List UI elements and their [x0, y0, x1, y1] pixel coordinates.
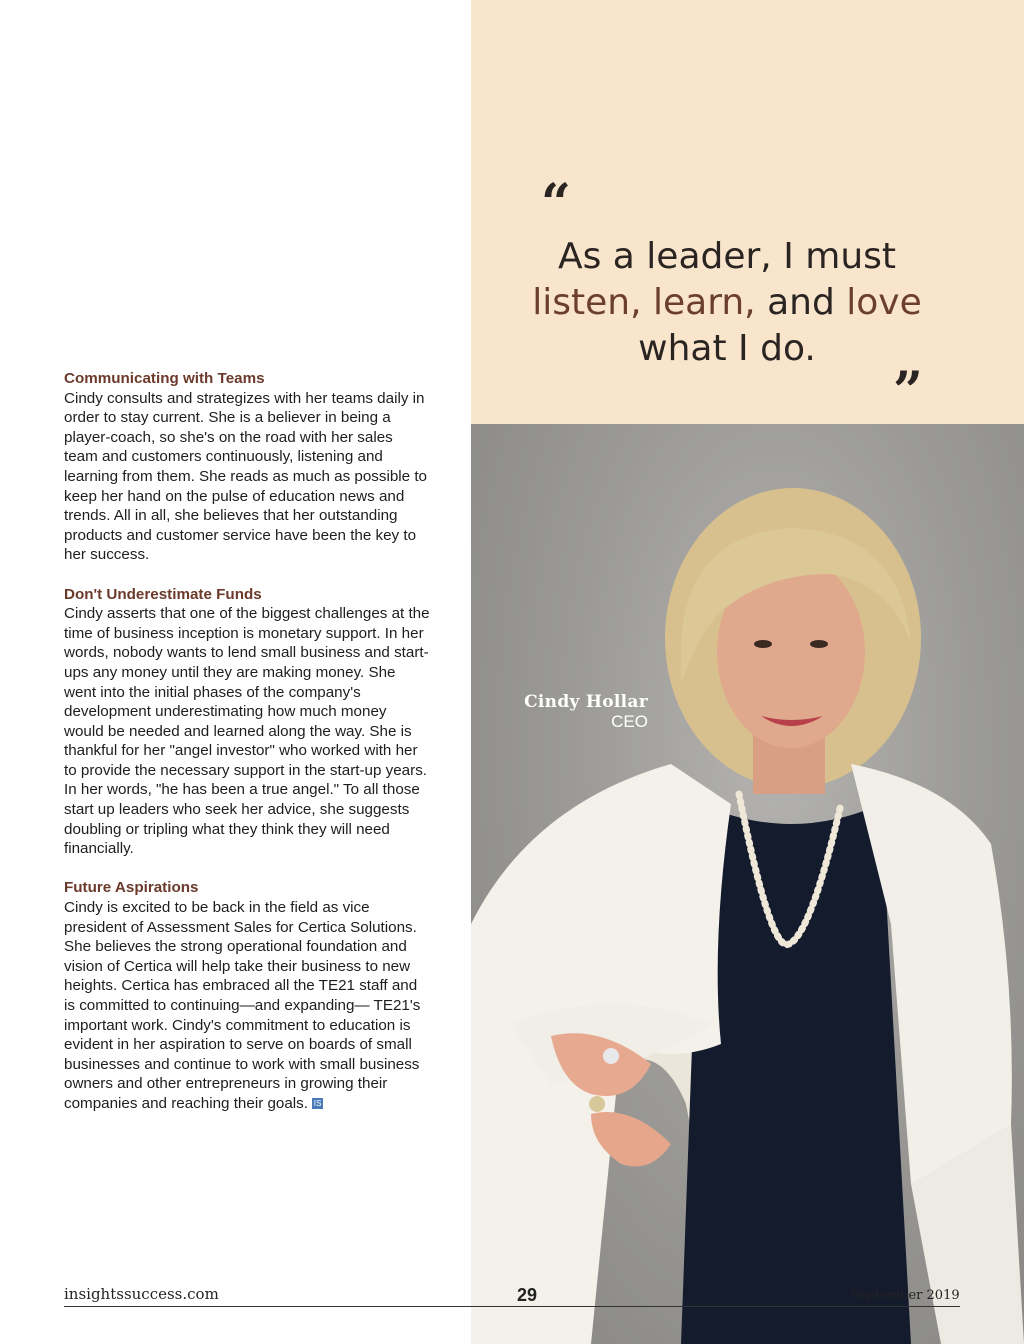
quote-word-and: and	[767, 282, 835, 323]
footer-divider	[64, 1306, 960, 1307]
pull-quote-text	[511, 234, 943, 372]
section-heading: Communicating with Teams	[64, 370, 265, 387]
section-paragraph: Cindy consults and strategizes with her teams daily in order to stay current. She is a believer in being a player-coach, so she's on the road with her sales team and customers continuously, listening and learning from them. She reads as much as possible to keep her hand on the pulse of education news and trends. All in all, she believes that her outstanding products and customer service have been the key to her success.	[64, 389, 427, 564]
caption-role: CEO	[611, 712, 648, 731]
section-heading: Future Aspirations	[64, 879, 199, 897]
open-quote-mark: “	[541, 173, 571, 234]
quote-word-learn: learn,	[652, 282, 756, 323]
section-paragraph: Cindy asserts that one of the biggest challenges at the time of business inception is monetary support. In her words, nobody wants to lend small business and start-ups any money until they are making money. She went into the initial phases of the company's development underestimating how much money would be needed and learned along the way. She is thankful for her "angel investor" who worked with her to provide the necessary support in the start-up years. In her words, "he has been a true angel." To all those start up leaders who seek her advice, she suggests doubling or tripling what they think they will need financially.	[64, 605, 430, 858]
page-number: 29	[517, 1285, 538, 1305]
quote-word-listen: listen,	[532, 282, 642, 323]
section-paragraph	[64, 898, 430, 1114]
article-section	[64, 585, 430, 859]
article-section	[64, 369, 430, 565]
section-heading: Don't Underestimate Funds	[64, 585, 262, 603]
end-of-article-icon: IS	[313, 1099, 322, 1109]
quote-word-love: love	[846, 282, 922, 323]
portrait-photo	[471, 424, 1024, 1344]
caption-name: Cindy Hollar	[524, 692, 648, 712]
quote-line-2	[511, 280, 943, 326]
quote-line-3: what I do.	[638, 328, 816, 369]
issue-date: September 2019	[850, 1288, 960, 1303]
portrait-illustration	[471, 424, 1024, 1344]
quote-line-1: As a leader, I must	[557, 236, 897, 277]
photo-caption	[524, 692, 648, 732]
pull-quote-panel	[471, 0, 1024, 424]
right-column	[471, 0, 1024, 1344]
section-paragraph-text: Cindy is excited to be back in the field as vice president of Assessment Sales for Certica Solutions. She believes the strong operational foundation and vision of Certica will help take their business to new heights. Certica has embraced all the TE21 staff and is committed to continuing—and expanding— TE21's important work. Cindy's commitment to education is evident in her aspiration to serve on boards of small businesses and continue to work with small business owners and other entrepreneurs in growing their companies and reaching their goals.	[64, 899, 421, 1112]
article-body	[64, 369, 430, 1133]
article-section	[64, 878, 430, 1113]
footer-website: insightssuccess.com	[64, 1285, 219, 1303]
close-quote-mark: ”	[893, 361, 923, 422]
